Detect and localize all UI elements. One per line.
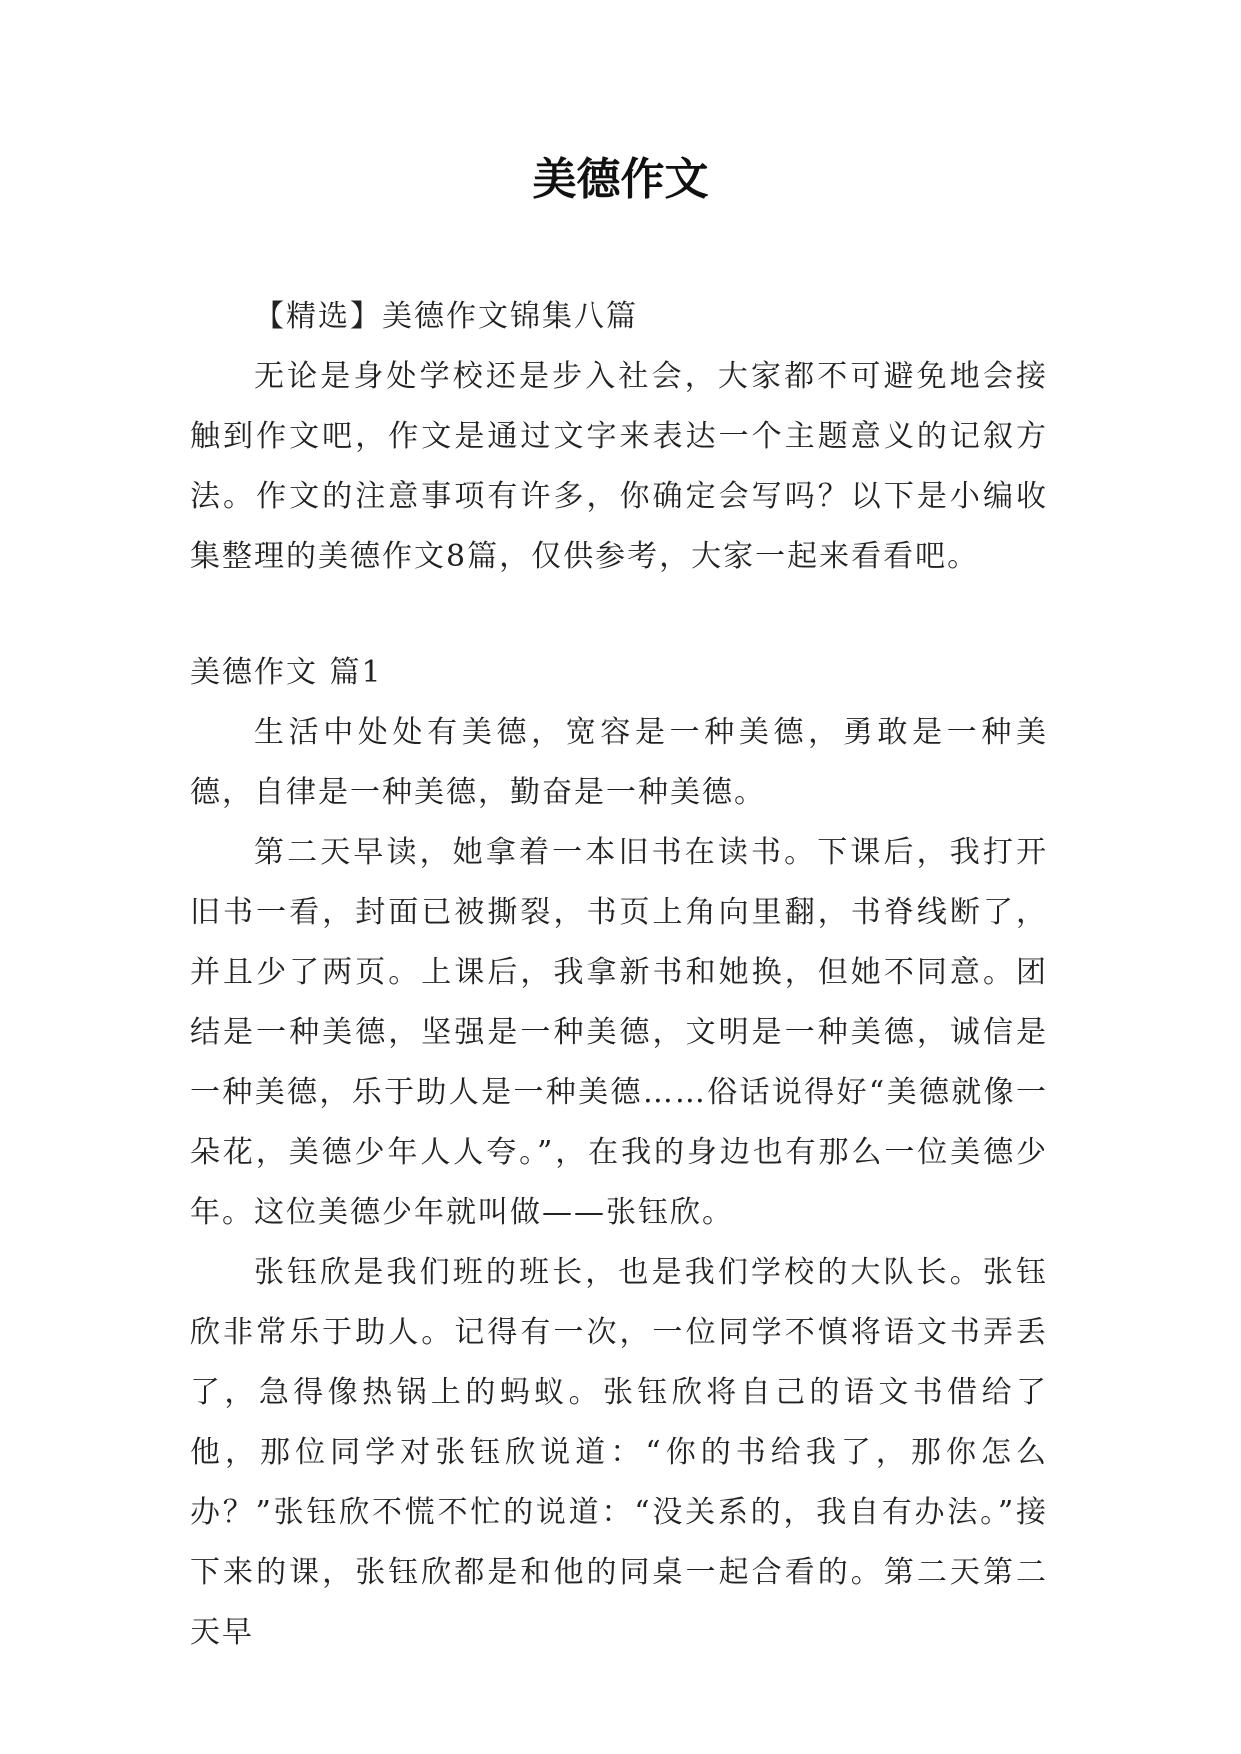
- section-heading: 美德作文 篇1: [190, 655, 383, 690]
- paragraph-3: 张钰欣是我们班的班长，也是我们学校的大队长。张钰欣非常乐于助人。记得有一次，一位同学不慎将语文书弄丢了，急得像热锅上的蚂蚁。张钰欣将自己的语文书借给了他，那位同学对张钰欣说道：“你的书给我了，那你怎么办？”张钰欣不慌不忙的说道：“没关系的，我自有办法。”接下来的课，张钰欣都是和他的同桌一起合看的。第二天第二天早: [190, 1255, 1048, 1650]
- subtitle: 【精选】美德作文锦集八篇: [254, 299, 638, 334]
- document-body: [190, 287, 1048, 1663]
- intro-paragraph: 无论是身处学校还是步入社会，大家都不可避免地会接触到作文吧，作文是通过文字来表达一个主题意义的记叙方法。作文的注意事项有许多，你确定会写吗？以下是小编收集整理的美德作文8篇，仅供参考，大家一起来看看吧。: [190, 359, 1048, 574]
- paragraph-2: 第二天早读，她拿着一本旧书在读书。下课后，我打开旧书一看，封面已被撕裂，书页上角向里翻，书脊线断了，并且少了两页。上课后，我拿新书和她换，但她不同意。团结是一种美德，坚强是一种美德，文明是一种美德，诚信是一种美德，乐于助人是一种美德……俗话说得好“美德就像一朵花，美德少年人人夸。”，在我的身边也有那么一位美德少年。这位美德少年就叫做——张钰欣。: [190, 835, 1048, 1230]
- paragraph-1: 生活中处处有美德，宽容是一种美德，勇敢是一种美德，自律是一种美德，勤奋是一种美德。: [190, 715, 1048, 810]
- document-title: 美德作文: [532, 154, 709, 205]
